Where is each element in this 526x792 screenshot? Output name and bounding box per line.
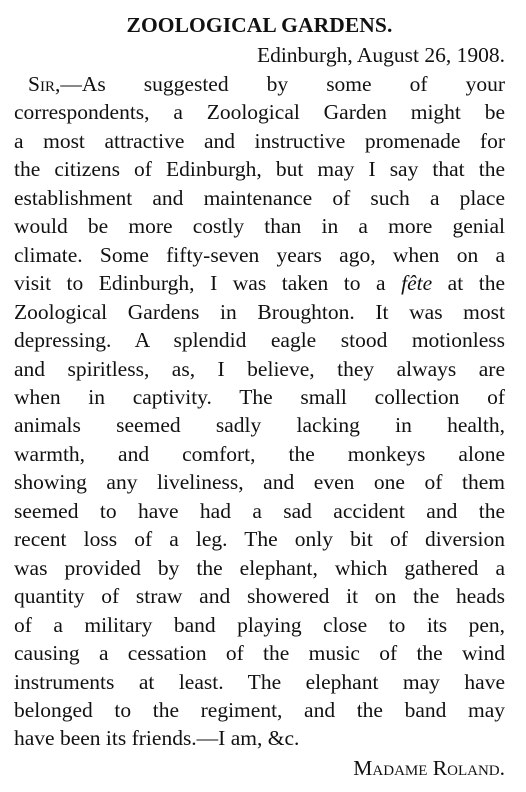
body-line: correspondents, a Zoological Garden might be	[14, 100, 505, 125]
body-line: recent loss of a leg. The only bit of diversion	[14, 527, 505, 552]
body-line: and spiritless, as, I believe, they always are	[14, 356, 505, 381]
letter-article	[14, 10, 505, 783]
body-line: climate. Some fifty-seven years ago, when on a	[14, 242, 505, 267]
body-line	[14, 70, 505, 98]
dateline: Edinburgh, August 26, 1908.	[256, 43, 505, 67]
signature: Madame Roland.	[353, 755, 505, 780]
body-line-text: visit to Edinburgh, I was taken to a	[14, 271, 402, 296]
body-line: the citizens of Edinburgh, but may I say that the	[14, 157, 505, 182]
body-line: a most attractive and instructive promenade for	[14, 128, 505, 153]
body-line: instruments at least. The elephant may have	[14, 669, 505, 694]
body-line: of a military band playing close to its pen,	[14, 612, 505, 637]
body-line: have been its friends.—I am, &c.	[14, 726, 300, 751]
body-line: showing any liveliness, and even one of them	[14, 470, 505, 495]
body-line: was provided by the elephant, which gathered a	[14, 555, 505, 580]
body-line-text: at the	[432, 271, 505, 296]
letter-body	[14, 70, 505, 753]
body-line: quantity of straw and showered it on the heads	[14, 584, 505, 609]
body-line: causing a cessation of the music of the wind	[14, 641, 505, 666]
body-line: belonged to the regiment, and the band may	[14, 697, 505, 722]
body-line	[14, 269, 505, 297]
italic-word: fête	[401, 271, 433, 296]
body-line: establishment and maintenance of such a place	[14, 185, 505, 210]
headline: ZOOLOGICAL GARDENS.	[126, 13, 393, 37]
salutation: Sir,	[28, 72, 61, 96]
body-line: warmth, and comfort, the monkeys alone	[14, 441, 505, 466]
body-line-text: —As suggested by some of your	[60, 72, 505, 96]
body-line: Zoological Gardens in Broughton. It was most	[14, 299, 505, 324]
body-line: when in captivity. The small collection of	[14, 384, 505, 409]
body-line: would be more costly than in a more genial	[14, 214, 505, 239]
body-line: seemed to have had a sad accident and the	[14, 498, 505, 523]
body-line: animals seemed sadly lacking in health,	[14, 413, 505, 438]
body-line: depressing. A splendid eagle stood motionless	[14, 328, 505, 353]
